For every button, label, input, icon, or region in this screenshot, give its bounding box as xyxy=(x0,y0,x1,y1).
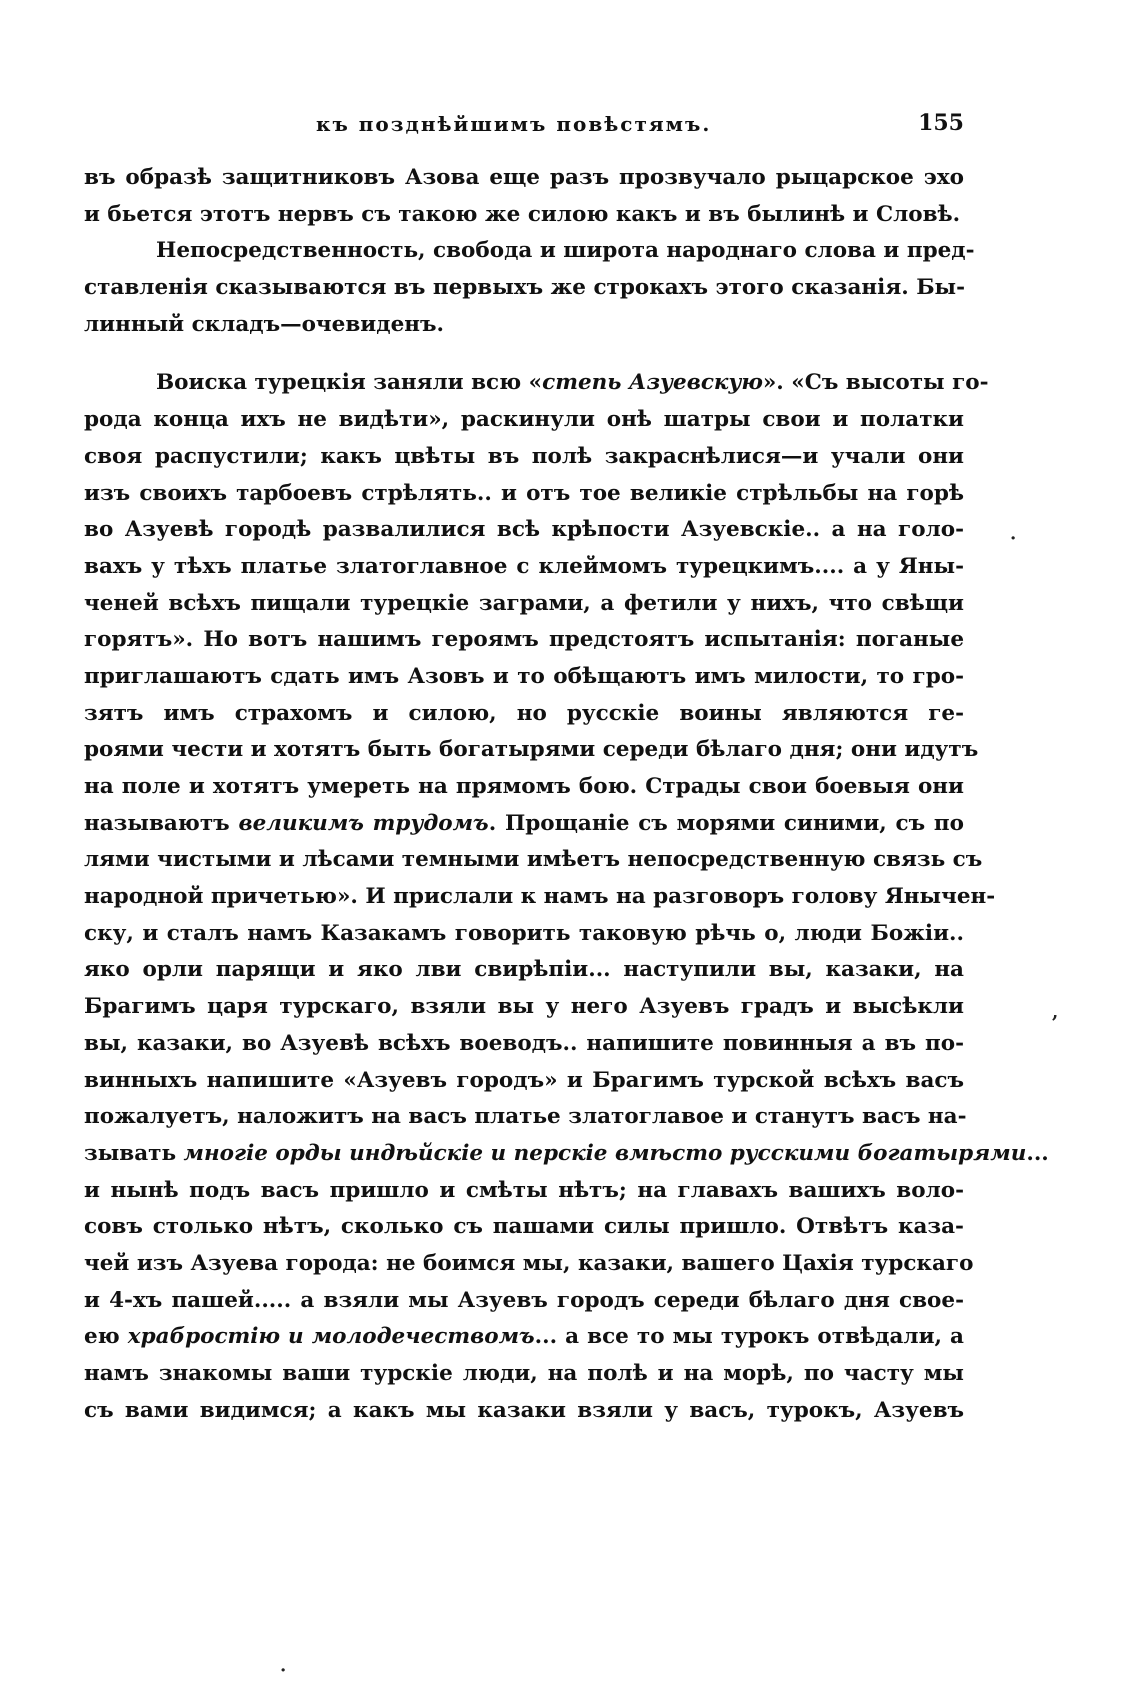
text-line: Брагимъ царя турскаго, взяли вы у него Азуевъ градъ и высѣкли xyxy=(84,994,964,1020)
text-line: съ вами видимся; а какъ мы казаки взяли у васъ, турокъ, Азуевъ xyxy=(84,1397,964,1423)
text-line: линный складъ—очевиденъ. xyxy=(84,311,444,337)
text-line: приглашаютъ сдать имъ Азовъ и то обѣщаютъ имъ милости, то гро- xyxy=(84,663,964,689)
text-line: своя распустили; какъ цвѣты въ полѣ закраснѣлися—и учали они xyxy=(84,443,964,469)
ink-speck: · xyxy=(280,1660,287,1681)
text-line: чей изъ Азуева города: не боимся мы, казаки, вашего Цахія турскаго xyxy=(84,1250,974,1276)
text-line xyxy=(84,1319,964,1356)
text-run: ... xyxy=(1026,1140,1049,1166)
text-line: Непосредственность, свобода и широта народнаго слова и пред- xyxy=(156,238,975,264)
text-run: . Прощаніе съ морями синими, съ по xyxy=(488,810,964,836)
text-run: зывать xyxy=(84,1140,184,1166)
text-line: въ образѣ защитниковъ Азова еще разъ прозвучало рыцарское эхо xyxy=(84,165,964,190)
text-line: и 4-хъ пашей..... а взяли мы Азуевъ городъ середи бѣлаго дня свое- xyxy=(84,1287,964,1313)
text-run: ». «Съ высоты го- xyxy=(762,370,989,396)
text-line: горятъ». Но вотъ нашимъ героямъ предстоятъ испытанія: поганые xyxy=(84,627,964,653)
text-line: ску, и сталъ намъ Казакамъ говорить таковую рѣчь о, люди Божіи.. xyxy=(84,920,964,946)
text-line: рода конца ихъ не видѣти», раскинули онѣ шатры свои и полатки xyxy=(84,407,964,433)
text-line: и нынѣ подъ васъ пришло и смѣты нѣтъ; на главахъ вашихъ воло- xyxy=(84,1177,964,1203)
text-line: вахъ у тѣхъ платье златоглавное с клеймомъ турецкимъ.... а у Яны- xyxy=(84,553,964,579)
paragraph-gap xyxy=(84,343,964,365)
text-run: Воиска турецкія заняли всю « xyxy=(156,370,543,396)
running-head xyxy=(84,112,964,142)
text-line: лями чистыми и лѣсами темными имѣетъ непосредственную связь съ xyxy=(84,847,983,873)
italic-run: степь Азуевскую xyxy=(542,370,763,396)
text-line: вы, казаки, во Азуевѣ всѣхъ воеводъ.. напишите повинныя а въ по- xyxy=(84,1030,964,1056)
text-line: на поле и хотятъ умереть на прямомъ бою. Страды свои боевыя они xyxy=(84,774,964,799)
text-line xyxy=(84,1136,1049,1173)
text-line: народной причетью». И прислали к намъ на разговоръ голову Янычен- xyxy=(84,884,996,910)
text-line: ченей всѣхъ пищали турецкіе заграми, а фетили у нихъ, что свѣщи xyxy=(84,590,964,616)
text-line: пожалуетъ, наложитъ на васъ платье златоглавое и станутъ васъ на- xyxy=(84,1104,967,1130)
running-title: къ позднѣйшимъ повѣстямъ. xyxy=(316,112,712,136)
ink-speck: · xyxy=(1010,528,1017,549)
text-run: ... а все то мы турокъ отвѣдали, а xyxy=(534,1324,964,1350)
text-line: яко орли парящи и яко лви свирѣпіи... наступили вы, казаки, на xyxy=(84,957,964,983)
text-line: и бьется этотъ нервъ съ такою же силою какъ и въ былинѣ и Словѣ. xyxy=(84,201,961,227)
text-line: во Азуевѣ городѣ развалилися всѣ крѣпости Азуевскіе.. а на голо- xyxy=(84,517,964,543)
text-line xyxy=(84,806,964,843)
text-run: ею xyxy=(84,1324,128,1350)
text-line xyxy=(84,365,989,402)
italic-run: храбростію и молодечествомъ xyxy=(127,1324,535,1350)
italic-run: многіе орды индѣйскіе и перскіе вмѣсто русскими богатырями xyxy=(183,1140,1027,1166)
italic-run: великимъ трудомъ xyxy=(238,810,489,836)
text-line: винныхъ напишите «Азуевъ городъ» и Брагимъ турской всѣхъ васъ xyxy=(84,1067,964,1093)
page-number: 155 xyxy=(918,110,964,136)
text-line: совъ столько нѣтъ, сколько съ пашами силы пришло. Отвѣтъ каза- xyxy=(84,1214,964,1240)
text-line: ставленія сказываются въ первыхъ же строкахъ этого сказанія. Бы- xyxy=(84,275,966,301)
body-text xyxy=(84,160,1049,1429)
ink-speck: , xyxy=(1052,1002,1059,1023)
text-line: намъ знакомы ваши турскіе люди, на полѣ и на морѣ, по часту мы xyxy=(84,1361,964,1386)
text-line: зятъ имъ страхомъ и силою, но русскіе воины являются ге- xyxy=(84,700,964,726)
text-run: называютъ xyxy=(84,810,239,836)
text-line: роями чести и хотятъ быть богатырями середи бѣлаго дня; они идутъ xyxy=(84,737,979,763)
text-line: изъ своихъ тарбоевъ стрѣлять.. и отъ тое великіе стрѣльбы на горѣ xyxy=(84,480,964,506)
